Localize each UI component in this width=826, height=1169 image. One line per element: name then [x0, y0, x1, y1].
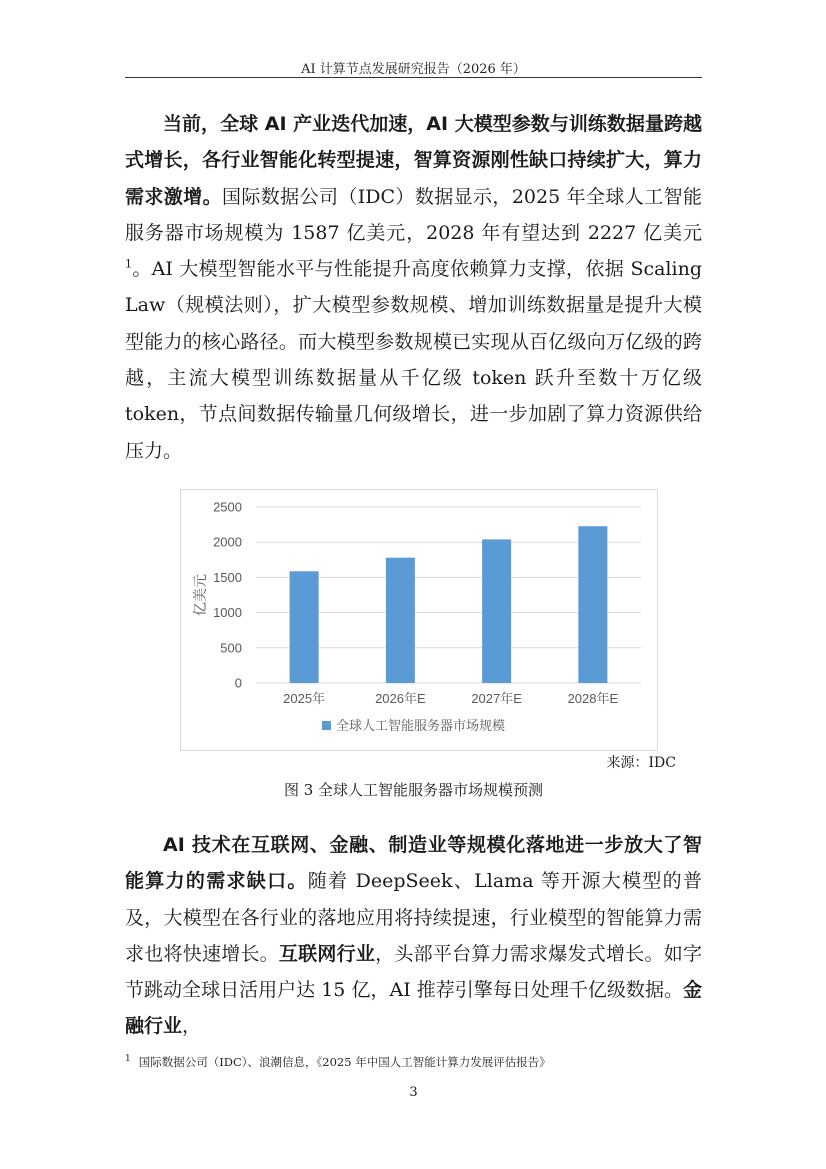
- bar-chart: [180, 489, 658, 751]
- paragraph-1-bold-lead: 当前，全球 AI 产业迭代加速，AI 大模型参数与训练数据量跨越式增长，各行业智能化转型提速，智算资源刚性缺口持续扩大，算力需求激增。: [125, 113, 702, 208]
- x-tick-label: 2028年E: [567, 691, 619, 706]
- bar: [386, 558, 415, 683]
- x-tick-label: 2025年: [283, 691, 326, 706]
- paragraph-2-bold-lead: AI 技术在互联网、金融、制造业等规模化落地进一步放大了智能算力的需求缺口。: [125, 834, 702, 893]
- paragraph-2: [125, 827, 702, 1045]
- paragraph-2-bold-internet: 互联网行业: [278, 942, 376, 965]
- paragraph-2-text-b: ，头部平台算力需求爆发式增长。如字节跳动全球日活用户达 15 亿，AI 推荐引擎每日处理千亿级数据。: [125, 942, 702, 1002]
- y-tick-label: 1500: [213, 569, 242, 585]
- paragraph-1-text-b: 。AI 大模型智能水平与性能提升高度依赖算力支撑，依据 Scaling Law（规模法则），扩大模型参数规模、增加训练数据量是提升大模型能力的核心路径。而大模型参数规模已实现从百亿级向万亿级的跨越，主流大模型训练数据量从千亿级 token 跃升至数十万亿级 token，节点间数据传输量几何级增长，进一步加剧了算力资源供给压力。: [125, 258, 702, 462]
- paragraph-2-text-a: 随着 DeepSeek、Llama 等开源大模型的普及，大模型在各行业的落地应用将持续提速，行业模型的智能算力需求也将快速增长。: [125, 870, 702, 965]
- bar: [482, 539, 511, 683]
- legend-label: 全球人工智能服务器市场规模: [336, 718, 506, 733]
- figure-caption: 图 3 全球人工智能服务器市场规模预测: [283, 781, 544, 799]
- footnote-text: 国际数据公司（IDC）、浪潮信息，《2025 年中国人工智能计算力发展评估报告》: [138, 1055, 551, 1069]
- y-tick-label: 0: [234, 675, 242, 691]
- footnote-reference[interactable]: 1: [125, 257, 132, 271]
- bar: [290, 571, 319, 683]
- bar-chart-svg: [181, 490, 657, 750]
- legend-swatch: [322, 721, 331, 730]
- header-divider: [125, 77, 702, 78]
- x-tick-label: 2026年E: [375, 691, 426, 706]
- footnote: [125, 1054, 702, 1070]
- paragraph-2-bold-finance: 金融行业: [125, 979, 702, 1038]
- y-tick-label: 500: [220, 640, 242, 656]
- paragraph-1: [125, 106, 702, 469]
- x-tick-label: 2027年E: [471, 691, 522, 706]
- y-tick-label: 1000: [213, 605, 242, 621]
- footnote-number: 1: [125, 1054, 131, 1065]
- paragraph-2-text-c: ，: [182, 1015, 202, 1038]
- y-axis-label: 亿美元: [192, 574, 208, 616]
- y-tick-label: 2500: [213, 499, 242, 515]
- y-tick-label: 2000: [213, 534, 242, 550]
- figure-source: 来源：IDC: [606, 755, 676, 771]
- paragraph-1-text-a: 国际数据公司（IDC）数据显示，2025 年全球人工智能服务器市场规模为 1587 亿美元，2028 年有望达到 2227 亿美元: [125, 185, 702, 244]
- bar: [578, 526, 607, 683]
- running-header: AI 计算节点发展研究报告（2026 年）: [301, 62, 526, 77]
- page-number: 3: [409, 1085, 418, 1100]
